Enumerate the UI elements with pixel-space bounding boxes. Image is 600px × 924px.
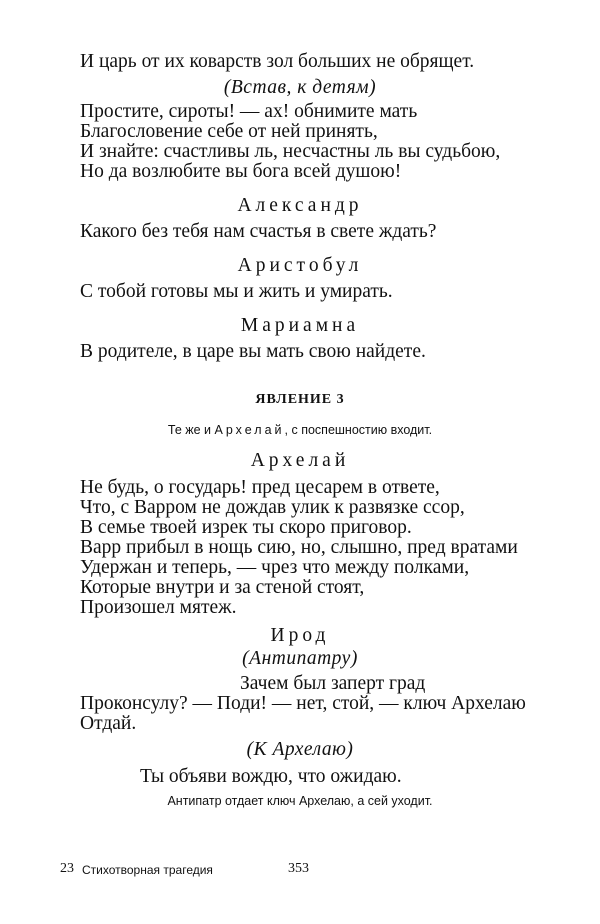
verse-line: Благословение себе от ней принять, xyxy=(80,121,378,142)
verse-line: Варр прибыл в нощь сию, но, слышно, пред вратами xyxy=(80,537,518,558)
stage-direction: (К Архелаю) xyxy=(246,739,354,760)
verse-line: Но да возлюбите вы бога всей душою! xyxy=(80,161,402,182)
speaker-name: Архелай xyxy=(250,450,350,471)
scene-heading: ЯВЛЕНИЕ 3 xyxy=(255,392,345,407)
stage-direction: Антипатр отдает ключ Архелаю, а сей уходит. xyxy=(167,794,433,808)
speaker-name: Аристобул xyxy=(237,255,363,276)
speaker-name: Александр xyxy=(237,195,363,216)
verse-line: Проконсулу? — Поди! — нет, стой, — ключ Архелаю xyxy=(80,693,526,714)
verse-line: Не будь, о государь! пред цесарем в ответе, xyxy=(80,477,440,498)
verse-line: И царь от их коварств зол больших не обрящет. xyxy=(80,51,475,72)
scene-direction-name: Архелай xyxy=(214,423,285,437)
verse-line: И знайте: счастливы ль, несчастны ль вы судьбою, xyxy=(80,141,501,162)
verse-line: Что, с Варром не дождав улик к развязке ссор, xyxy=(80,497,465,518)
verse-line: Которые внутри и за стеной стоят, xyxy=(80,577,365,598)
book-title: Стихотворная трагедия xyxy=(82,863,213,877)
verse-line: С тобой готовы мы и жить и умирать. xyxy=(80,281,393,302)
stage-direction: (Антипатру) xyxy=(242,648,358,669)
scene-direction-text: Те же и xyxy=(167,423,215,437)
verse-line: Простите, сироты! — ах! обнимите мать xyxy=(80,101,418,122)
verse-line: Какого без тебя нам счастья в свете ждать? xyxy=(80,221,437,242)
verse-line: Удержан и теперь, — чрез что между полками, xyxy=(80,557,470,578)
speaker-name: Ирод xyxy=(270,625,330,646)
stage-direction: (Встав, к детям) xyxy=(223,77,377,98)
verse-line: В семье твоей изрек ты скоро приговор. xyxy=(80,517,412,538)
signature-mark: 23 xyxy=(60,861,74,876)
verse-line: Произошел мятеж. xyxy=(80,597,237,618)
verse-line: Зачем был заперт град xyxy=(240,673,426,694)
verse-line: Отдай. xyxy=(80,713,137,734)
page-number: 353 xyxy=(288,861,309,876)
speaker-name: Мариамна xyxy=(240,315,360,336)
scene-direction xyxy=(0,419,600,441)
scene-direction-text: , с поспешностию входит. xyxy=(284,423,433,437)
verse-line: В родителе, в царе вы мать свою найдете. xyxy=(80,341,426,362)
verse-line: Ты объяви вождю, что ожидаю. xyxy=(140,766,402,787)
